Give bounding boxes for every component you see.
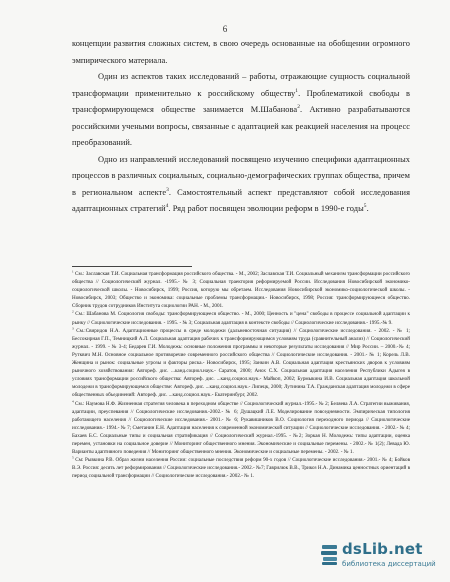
page-number: 6 <box>222 24 228 34</box>
watermark-logo <box>318 538 438 574</box>
watermark-title: dsLib.net <box>342 540 423 558</box>
paragraph-2: Один из аспектов таких исследований – работы, отражающие сущность социальной трансформации применительно к российскому обществу$^1$. Проблематикой свободы в трансформирующемся обществе занимается М.Шабанова$^2$. Активно разрабатываются российскими учеными вопросы, связанные с адаптацией как реакцией населения на процесс преобразований. <box>72 72 410 147</box>
watermark-subtitle: библиотека диссертаций <box>342 560 436 568</box>
footnote-3: $^3$ См.:Свиридов Н.А. Адаптационные процессы в среде молодежи (дальневосточная ситуация) // Социологические исследования. - 2002. - № 1; Бессокирная Г.П., Темницкий А.Л. Социальная адаптация рабочих к трансформирующимся условиям труда (сравнительный анализ) // Социологический журнал. - 1999. - № 3-4; Бедарев Г.И. Молодежь: основные положения программы и некоторые результаты исследования // Мир России. – 2000.-№ 4; Рутквич М.Н. Основное социальное противоречие современного российского общества // Социологические исследования. - 2001.- № 1; Корель Л.В. Женщина и рынок: социальные угрозы и факторы риска.- Новосибирск, 1995; Занкин А.В. Социальная адаптация крестьянских дворов к условиям рыночного хозяйствования: Автореф. дис. ...канд.социол.наук.- Саратов, 2000; Анох С.Х. Социальная адаптация населения Республики Адыгея в условиях трансформации российского общества: Автореф. дис. ...канд.социол.наук.- Майкоп, 2002; Бурмыкина И.В. Социальная адаптация школьной молодежи в трансформирующемся обществе: Автореф. дис. ...канд.социол.наук.- Липецк, 2000; Лутинина Т.А. Гражданская адаптация молодежи в сфере общественных объединений: Автореф. дис. ...канд.социол.наук.- Екатеринбург, 2002. <box>72 325 410 399</box>
footnote-5: $^5$ См: Рывкина Р.В. Образ жизни населения России: социальные последствия реформ 90-х годов // Социологические исследования.- 2001.- № 4; Бойков В.Э. Россия: десять лет реформирования // Социологические исследования.- 2002.- №7; Гаврилюк В.В., Трикоз Н.А. Динамика ценностных ориентаций в период социальной трансформации // Социологические исследования.- 2002.- № 1. <box>72 455 410 480</box>
footnote-1: $^1$ См.: Заславская Т.И. Социальная трансформация российского общества. - М., 2002; Заславская Т.И. Социальный механизм трансформации российского общества // Социологический журнал. -1995.- № 3; Социальная траектория реформируемой России. Исследования Новосибирской экономико-социологической школы. - Новосибирск, 1999; Россия, которую мы обретаем. Исследования Новосибирской экономико-социологической школы. - Новосибирск, 2003; Общество и экономика: социальные проблемы трансформации.- Новосибирск, 1998; Россия: трансформирующееся общество. Сборник трудов сотрудников Института социологии РАН. - М., 2001. <box>72 269 410 310</box>
paragraph-3: Одно из направлений исследований посвящено изучению специфики адаптационных процессов в различных социальных, социально-демографических группах общества, причем в региональном аспекте$^3$. Самостоятельный аспект представляют собой исследования адаптационных стратегий$^4$. Ряд работ посвящен эволюции реформ в 1990-е годы$^5$. <box>72 154 410 213</box>
footnote-4: $^4$ См.: Наумова Н.Ф. Жизненная стратегия человека в переходном обществе // Социологический журнал.-1995.- № 2; Беляева Л.А. Стратегии выживания, адаптации, преуспевания // Социологические исследования.-2002.- № 6; Душацкий Л.Е. Моделирование повседневности. Эмпирическая типология работающего населения // Социологические исследования.- 2001.- № 6; Рукавишников В.О. Социология переходного периода // Социологические исследования.- 1994.- № 7; Сметанин Е.Н. Адаптация населения к современной экономической ситуации // Социологические исследования. - 2002.- № 4; Бахаев Б.С. Социальные типы и социальная стратификация // Социологический журнал.-1995. - №2; Зоркая Н. Молодежь: типы адаптации, оценка перемен, установки на социальное доверие // Мониторинг общественного мнения. Экономические и социальные перемены. - 2002.- № 1(2); Левада Ю. Варианты адаптивного поведения // Мониторинг общественного мнения. Экономические и социальные перемены. - 2002. - № 1. <box>72 398 410 456</box>
footnote-ref-2: 2 <box>297 104 300 111</box>
main-text <box>72 36 410 218</box>
footnote-ref-5: 5 <box>363 203 367 210</box>
footnotes <box>72 270 410 480</box>
paragraph-1: концепции развития сложных систем, в свою очередь основанные на обобщении огромного эмпирического материала. <box>72 39 410 65</box>
footnote-separator <box>72 266 192 267</box>
footnote-ref-1: 1 <box>295 87 299 94</box>
book-stack-icon <box>320 542 340 566</box>
footnote-ref-3: 3 <box>166 186 169 193</box>
footnote-ref-4: 4 <box>165 203 169 210</box>
footnote-2: $^2$ См.: Шабанова М. Социология свободы: трансформирующееся общество. - М., 2000; Ценность и "цена" свободы в процессе социальной адаптации к рынку // Социологические исследования. - 1995. - № 3; Социальная адаптация в контексте свободы // Социологические исследования.- 1995.-№ 9. <box>72 309 410 326</box>
